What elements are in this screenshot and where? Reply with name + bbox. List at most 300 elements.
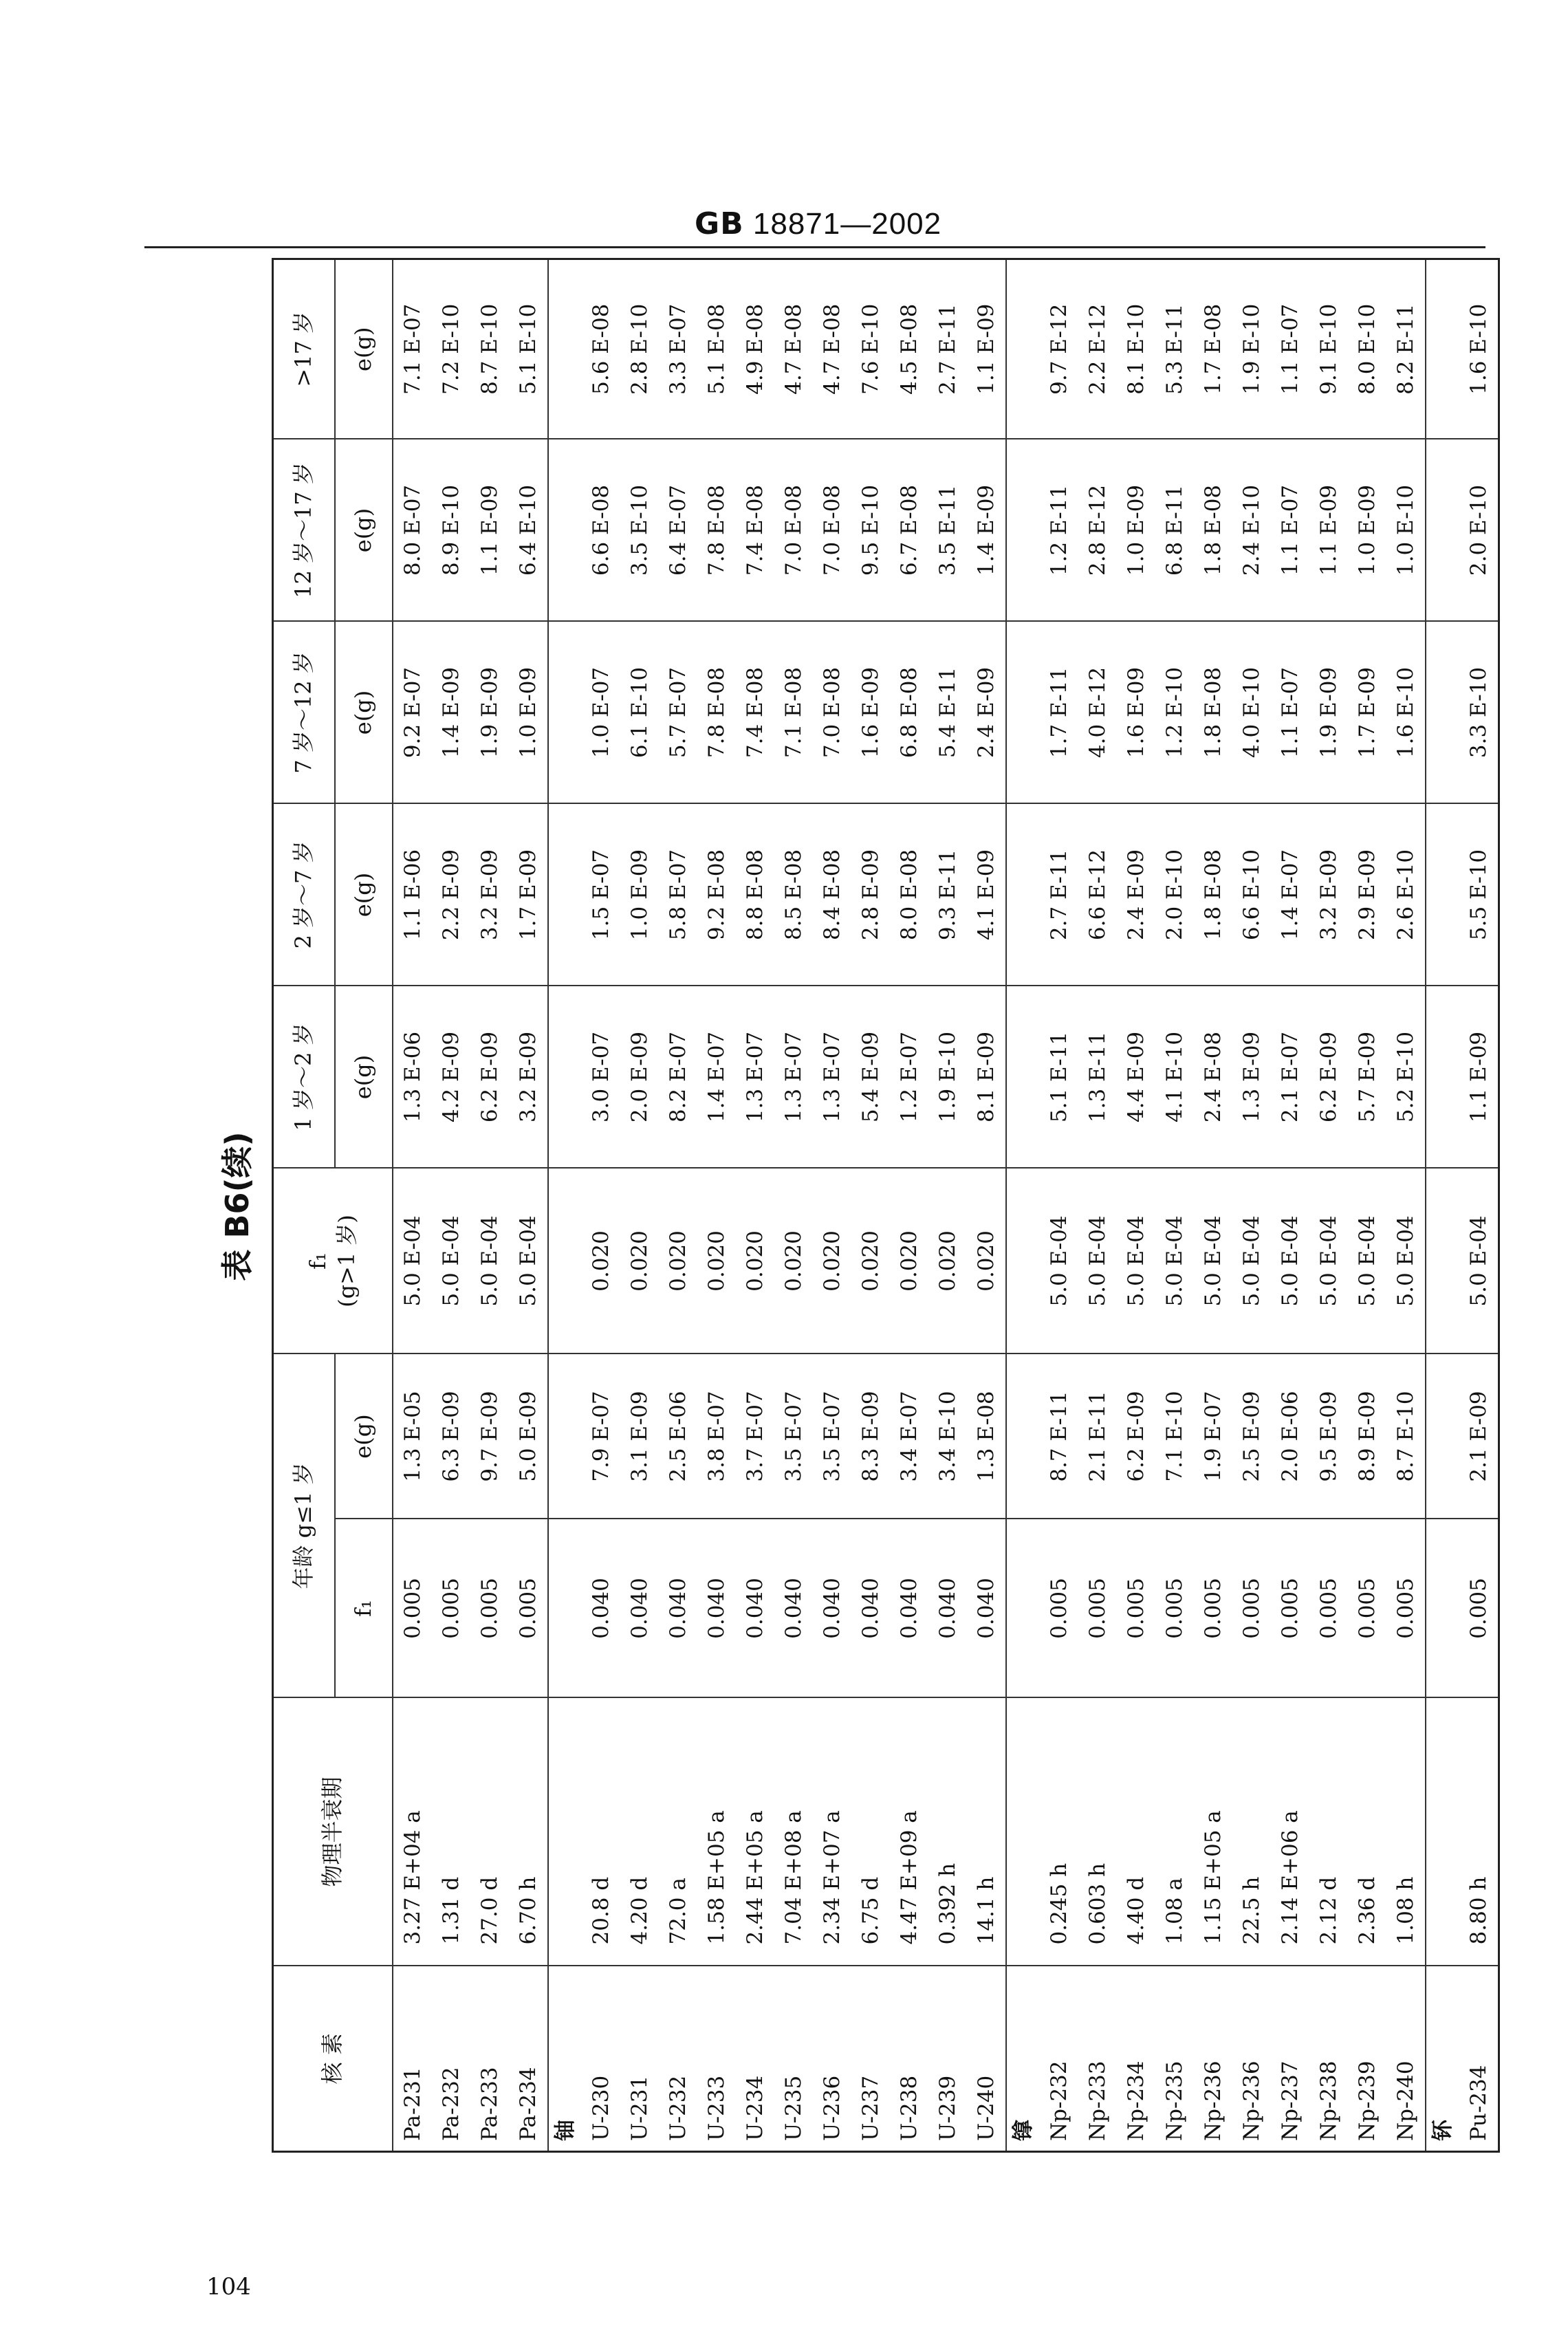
- cell-e-17: 4.5 E-08: [890, 259, 928, 439]
- table-row: [774, 259, 813, 2151]
- cell-e-17: 1.1 E-09: [967, 259, 1006, 439]
- cell-e-12-17: 3.5 E-11: [928, 439, 967, 621]
- cell-e-1-2: 1.9 E-10: [928, 986, 967, 1168]
- cell-e-2-7: 1.1 E-06: [393, 803, 432, 986]
- cell-f1: 0.005: [470, 1519, 509, 1698]
- cell-e-1-2: 5.7 E-09: [1348, 986, 1386, 1168]
- cell-half-life: 2.44 E+05 a: [736, 1698, 774, 1966]
- cell-half-life: 4.20 d: [620, 1698, 659, 1966]
- cell-e-7-12: 1.0 E-09: [509, 621, 548, 803]
- cell-e-infant: 8.7 E-11: [1040, 1354, 1078, 1519]
- cell-f1: 0.005: [1117, 1519, 1155, 1698]
- cell-e-12-17: 1.1 E-09: [470, 439, 509, 621]
- cell-f1: 0.005: [1271, 1519, 1309, 1698]
- header-age-17: >17 岁: [273, 259, 336, 439]
- cell-e-1-2: 8.2 E-07: [659, 986, 697, 1168]
- cell-f1-over: 0.020: [967, 1168, 1006, 1354]
- cell-nuclide: Np-238: [1309, 1966, 1348, 2152]
- cell-f1-over: 0.020: [620, 1168, 659, 1354]
- cell-half-life: 0.245 h: [1040, 1698, 1078, 1966]
- cell-e-1-2: 3.0 E-07: [582, 986, 620, 1168]
- cell-e-17: 9.1 E-10: [1309, 259, 1348, 439]
- table-row: [813, 259, 851, 2151]
- cell-f1-over: 5.0 E-04: [1386, 1168, 1426, 1354]
- cell-e-12-17: 7.4 E-08: [736, 439, 774, 621]
- cell-e-17: 8.0 E-10: [1348, 259, 1386, 439]
- cell-f1: 0.040: [697, 1519, 736, 1698]
- cell-e-12-17: 1.8 E-08: [1194, 439, 1232, 621]
- cell-e-17: 5.1 E-10: [509, 259, 548, 439]
- table-row: [1155, 259, 1194, 2151]
- cell-e-2-7: 2.6 E-10: [1386, 803, 1426, 986]
- header-eg-1-2: e(g): [335, 986, 393, 1168]
- cell-nuclide: Np-239: [1348, 1966, 1386, 2152]
- cell-e-infant: 2.1 E-11: [1078, 1354, 1117, 1519]
- cell-e-17: 4.7 E-08: [774, 259, 813, 439]
- cell-e-7-12: 5.7 E-07: [659, 621, 697, 803]
- cell-f1-over: 5.0 E-04: [1155, 1168, 1194, 1354]
- cell-half-life: 6.75 d: [851, 1698, 890, 1966]
- cell-nuclide: U-237: [851, 1966, 890, 2152]
- cell-nuclide: Np-233: [1078, 1966, 1117, 2152]
- cell-f1: 0.005: [1040, 1519, 1078, 1698]
- cell-half-life: 2.14 E+06 a: [1271, 1698, 1309, 1966]
- group-spacer-cell: [548, 621, 582, 803]
- cell-e-12-17: 2.8 E-12: [1078, 439, 1117, 621]
- cell-e-12-17: 6.6 E-08: [582, 439, 620, 621]
- cell-e-2-7: 2.7 E-11: [1040, 803, 1078, 986]
- cell-f1: 0.040: [851, 1519, 890, 1698]
- cell-nuclide: Np-232: [1040, 1966, 1078, 2152]
- cell-e-1-2: 1.3 E-07: [813, 986, 851, 1168]
- cell-e-17: 7.6 E-10: [851, 259, 890, 439]
- cell-e-12-17: 6.4 E-10: [509, 439, 548, 621]
- cell-e-12-17: 1.0 E-09: [1348, 439, 1386, 621]
- cell-f1-over: 5.0 E-04: [432, 1168, 470, 1354]
- cell-e-7-12: 4.0 E-12: [1078, 621, 1117, 803]
- group-spacer-cell: [1426, 439, 1459, 621]
- cell-half-life: 4.40 d: [1117, 1698, 1155, 1966]
- cell-e-1-2: 1.3 E-07: [736, 986, 774, 1168]
- cell-f1-over: 5.0 E-04: [1459, 1168, 1499, 1354]
- table-row: [736, 259, 774, 2151]
- cell-half-life: 2.36 d: [1348, 1698, 1386, 1966]
- table-row: [890, 259, 928, 2151]
- standard-code-rest: 18871—2002: [743, 207, 942, 241]
- cell-f1-over: 0.020: [813, 1168, 851, 1354]
- cell-e-2-7: 1.5 E-07: [582, 803, 620, 986]
- cell-e-12-17: 8.9 E-10: [432, 439, 470, 621]
- cell-f1: 0.005: [1194, 1519, 1232, 1698]
- cell-e-7-12: 2.4 E-09: [967, 621, 1006, 803]
- cell-f1-over: 5.0 E-04: [1232, 1168, 1271, 1354]
- group-spacer-cell: [548, 439, 582, 621]
- table-row: [659, 259, 697, 2151]
- cell-f1: 0.040: [774, 1519, 813, 1698]
- cell-e-infant: 3.4 E-10: [928, 1354, 967, 1519]
- cell-half-life: 8.80 h: [1459, 1698, 1499, 1966]
- group-spacer-cell: [1006, 1698, 1040, 1966]
- group-spacer-cell: [548, 1519, 582, 1698]
- cell-e-infant: 1.3 E-08: [967, 1354, 1006, 1519]
- cell-f1: 0.040: [582, 1519, 620, 1698]
- group-spacer-cell: [548, 1168, 582, 1354]
- group-spacer-cell: [548, 1354, 582, 1519]
- cell-nuclide: Np-234: [1117, 1966, 1155, 2152]
- group-spacer-cell: [1426, 259, 1459, 439]
- cell-e-17: 4.7 E-08: [813, 259, 851, 439]
- group-spacer-cell: [548, 986, 582, 1168]
- cell-e-7-12: 7.0 E-08: [813, 621, 851, 803]
- cell-e-7-12: 6.1 E-10: [620, 621, 659, 803]
- table-row: [967, 259, 1006, 2151]
- cell-e-infant: 7.1 E-10: [1155, 1354, 1194, 1519]
- cell-f1: 0.005: [1459, 1519, 1499, 1698]
- cell-e-2-7: 1.0 E-09: [620, 803, 659, 986]
- cell-e-2-7: 6.6 E-10: [1232, 803, 1271, 986]
- cell-e-12-17: 1.4 E-09: [967, 439, 1006, 621]
- cell-e-1-2: 8.1 E-09: [967, 986, 1006, 1168]
- cell-f1-over: 0.020: [890, 1168, 928, 1354]
- group-spacer-cell: [548, 1698, 582, 1966]
- cell-e-17: 3.3 E-07: [659, 259, 697, 439]
- cell-f1: 0.040: [967, 1519, 1006, 1698]
- cell-f1: 0.005: [1155, 1519, 1194, 1698]
- cell-e-17: 8.2 E-11: [1386, 259, 1426, 439]
- header-half-life: 物理半衰期: [273, 1698, 393, 1966]
- cell-e-2-7: 1.7 E-09: [509, 803, 548, 986]
- cell-e-12-17: 7.8 E-08: [697, 439, 736, 621]
- cell-e-2-7: 6.6 E-12: [1078, 803, 1117, 986]
- cell-f1: 0.005: [393, 1519, 432, 1698]
- cell-e-12-17: 1.1 E-07: [1271, 439, 1309, 621]
- cell-e-1-2: 1.3 E-07: [774, 986, 813, 1168]
- cell-e-1-2: 5.4 E-09: [851, 986, 890, 1168]
- group-spacer-cell: [548, 259, 582, 439]
- cell-e-infant: 2.5 E-06: [659, 1354, 697, 1519]
- cell-e-17: 7.1 E-07: [393, 259, 432, 439]
- cell-e-2-7: 2.2 E-09: [432, 803, 470, 986]
- cell-e-7-12: 3.3 E-10: [1459, 621, 1499, 803]
- cell-e-2-7: 8.8 E-08: [736, 803, 774, 986]
- cell-half-life: 3.27 E+04 a: [393, 1698, 432, 1966]
- cell-half-life: 2.34 E+07 a: [813, 1698, 851, 1966]
- cell-f1-over: 5.0 E-04: [1078, 1168, 1117, 1354]
- header-f1-over-label: f₁: [305, 1252, 331, 1270]
- cell-e-1-2: 1.1 E-09: [1459, 986, 1499, 1168]
- cell-nuclide: Pu-234: [1459, 1966, 1499, 2152]
- group-spacer-cell: [1006, 621, 1040, 803]
- cell-e-1-2: 6.2 E-09: [1309, 986, 1348, 1168]
- header-f1-over-sub: (g>1 岁): [334, 1215, 360, 1307]
- table-row: [393, 259, 432, 2151]
- cell-e-17: 9.7 E-12: [1040, 259, 1078, 439]
- group-spacer-cell: [1426, 1698, 1459, 1966]
- table-row: [1040, 259, 1078, 2151]
- cell-f1-over: 0.020: [582, 1168, 620, 1354]
- cell-nuclide: Pa-231: [393, 1966, 432, 2152]
- group-spacer-cell: [1006, 1519, 1040, 1698]
- cell-e-infant: 2.5 E-09: [1232, 1354, 1271, 1519]
- cell-e-7-12: 1.6 E-09: [851, 621, 890, 803]
- cell-e-infant: 3.7 E-07: [736, 1354, 774, 1519]
- header-eg-17: e(g): [335, 259, 393, 439]
- cell-e-7-12: 7.8 E-08: [697, 621, 736, 803]
- header-f1-over-1y: [273, 1168, 393, 1354]
- cell-e-2-7: 8.4 E-08: [813, 803, 851, 986]
- group-row: [548, 259, 582, 2151]
- cell-e-7-12: 1.6 E-10: [1386, 621, 1426, 803]
- cell-e-infant: 6.3 E-09: [432, 1354, 470, 1519]
- cell-e-7-12: 4.0 E-10: [1232, 621, 1271, 803]
- table-row: [1232, 259, 1271, 2151]
- group-spacer-cell: [1006, 986, 1040, 1168]
- cell-f1: 0.005: [1348, 1519, 1386, 1698]
- cell-e-infant: 3.8 E-07: [697, 1354, 736, 1519]
- cell-half-life: 22.5 h: [1232, 1698, 1271, 1966]
- cell-half-life: 1.08 h: [1386, 1698, 1426, 1966]
- table-row: [1117, 259, 1155, 2151]
- cell-nuclide: Pa-232: [432, 1966, 470, 2152]
- cell-e-2-7: 8.0 E-08: [890, 803, 928, 986]
- cell-e-12-17: 7.0 E-08: [774, 439, 813, 621]
- cell-e-17: 8.1 E-10: [1117, 259, 1155, 439]
- cell-nuclide: U-236: [813, 1966, 851, 2152]
- cell-e-12-17: 3.5 E-10: [620, 439, 659, 621]
- table-row: [432, 259, 470, 2151]
- cell-nuclide: U-231: [620, 1966, 659, 2152]
- cell-e-17: 1.1 E-07: [1271, 259, 1309, 439]
- cell-e-1-2: 5.1 E-11: [1040, 986, 1078, 1168]
- cell-e-17: 2.2 E-12: [1078, 259, 1117, 439]
- cell-e-2-7: 9.3 E-11: [928, 803, 967, 986]
- header-nuclide: 核 素: [273, 1966, 393, 2152]
- cell-e-17: 1.6 E-10: [1459, 259, 1499, 439]
- table-row: [1348, 259, 1386, 2151]
- cell-half-life: 0.603 h: [1078, 1698, 1117, 1966]
- cell-e-1-2: 1.3 E-06: [393, 986, 432, 1168]
- cell-e-2-7: 2.9 E-09: [1348, 803, 1386, 986]
- table-row: [1271, 259, 1309, 2151]
- group-label: 铀: [548, 1966, 582, 2152]
- header-eg-2-7: e(g): [335, 803, 393, 986]
- cell-e-7-12: 1.9 E-09: [470, 621, 509, 803]
- cell-e-17: 8.7 E-10: [470, 259, 509, 439]
- cell-half-life: 6.70 h: [509, 1698, 548, 1966]
- cell-nuclide: Np-236: [1232, 1966, 1271, 2152]
- page-number: 104: [206, 2273, 251, 2301]
- cell-nuclide: Np-236: [1194, 1966, 1232, 2152]
- cell-e-17: 2.7 E-11: [928, 259, 967, 439]
- table-caption: 表 B6(续): [219, 1131, 256, 1281]
- cell-nuclide: Np-237: [1271, 1966, 1309, 2152]
- cell-nuclide: Np-235: [1155, 1966, 1194, 2152]
- group-label: 镎: [1006, 1966, 1040, 2152]
- cell-f1: 0.040: [928, 1519, 967, 1698]
- group-spacer-cell: [1006, 803, 1040, 986]
- table-row: [851, 259, 890, 2151]
- cell-f1: 0.040: [659, 1519, 697, 1698]
- cell-e-infant: 2.0 E-06: [1271, 1354, 1309, 1519]
- header-rule: [144, 246, 1485, 248]
- dose-coefficient-table: [272, 258, 1500, 2153]
- header-eg-infant: e(g): [335, 1354, 393, 1519]
- table-row: [1386, 259, 1426, 2151]
- cell-e-12-17: 8.0 E-07: [393, 439, 432, 621]
- cell-nuclide: U-230: [582, 1966, 620, 2152]
- cell-f1: 0.040: [890, 1519, 928, 1698]
- cell-e-infant: 8.7 E-10: [1386, 1354, 1426, 1519]
- table-row: [1459, 259, 1499, 2151]
- cell-e-infant: 8.3 E-09: [851, 1354, 890, 1519]
- cell-half-life: 1.15 E+05 a: [1194, 1698, 1232, 1966]
- cell-e-17: 2.8 E-10: [620, 259, 659, 439]
- cell-half-life: 20.8 d: [582, 1698, 620, 1966]
- cell-e-2-7: 4.1 E-09: [967, 803, 1006, 986]
- cell-e-2-7: 3.2 E-09: [1309, 803, 1348, 986]
- cell-nuclide: U-234: [736, 1966, 774, 2152]
- cell-e-12-17: 6.8 E-11: [1155, 439, 1194, 621]
- cell-half-life: 7.04 E+08 a: [774, 1698, 813, 1966]
- cell-e-17: 7.2 E-10: [432, 259, 470, 439]
- cell-e-12-17: 7.0 E-08: [813, 439, 851, 621]
- cell-e-1-2: 3.2 E-09: [509, 986, 548, 1168]
- group-spacer-cell: [1426, 1168, 1459, 1354]
- cell-f1-over: 5.0 E-04: [470, 1168, 509, 1354]
- cell-e-1-2: 4.4 E-09: [1117, 986, 1155, 1168]
- cell-nuclide: U-235: [774, 1966, 813, 2152]
- group-spacer-cell: [1426, 803, 1459, 986]
- group-spacer-cell: [1006, 439, 1040, 621]
- cell-f1-over: 5.0 E-04: [393, 1168, 432, 1354]
- header-age-infant: 年龄 g≤1 岁: [273, 1354, 336, 1697]
- cell-e-1-2: 5.2 E-10: [1386, 986, 1426, 1168]
- table-row: [470, 259, 509, 2151]
- header-age-12-17: 12 岁～17 岁: [273, 439, 336, 621]
- cell-e-17: 5.3 E-11: [1155, 259, 1194, 439]
- cell-nuclide: U-239: [928, 1966, 967, 2152]
- cell-e-7-12: 1.2 E-10: [1155, 621, 1194, 803]
- group-spacer-cell: [1006, 1354, 1040, 1519]
- cell-f1-over: 5.0 E-04: [1348, 1168, 1386, 1354]
- cell-e-12-17: 1.1 E-09: [1309, 439, 1348, 621]
- cell-half-life: 14.1 h: [967, 1698, 1006, 1966]
- cell-e-infant: 1.3 E-05: [393, 1354, 432, 1519]
- cell-half-life: 27.0 d: [470, 1698, 509, 1966]
- cell-f1-over: 5.0 E-04: [1117, 1168, 1155, 1354]
- table-row: [582, 259, 620, 2151]
- standard-code-bold: GB: [695, 206, 744, 241]
- cell-e-infant: 2.1 E-09: [1459, 1354, 1499, 1519]
- cell-f1: 0.005: [1078, 1519, 1117, 1698]
- cell-f1: 0.040: [813, 1519, 851, 1698]
- cell-e-2-7: 2.4 E-09: [1117, 803, 1155, 986]
- cell-f1: 0.040: [736, 1519, 774, 1698]
- header-eg-7-12: e(g): [335, 621, 393, 803]
- cell-half-life: 72.0 a: [659, 1698, 697, 1966]
- cell-e-1-2: 2.0 E-09: [620, 986, 659, 1168]
- cell-f1: 0.005: [1232, 1519, 1271, 1698]
- cell-nuclide: Np-240: [1386, 1966, 1426, 2152]
- cell-nuclide: Pa-234: [509, 1966, 548, 2152]
- cell-e-1-2: 4.2 E-09: [432, 986, 470, 1168]
- cell-nuclide: U-240: [967, 1966, 1006, 2152]
- cell-e-7-12: 1.6 E-09: [1117, 621, 1155, 803]
- cell-e-12-17: 6.4 E-07: [659, 439, 697, 621]
- group-spacer-cell: [1426, 986, 1459, 1168]
- cell-e-infant: 3.5 E-07: [813, 1354, 851, 1519]
- cell-e-7-12: 6.8 E-08: [890, 621, 928, 803]
- cell-e-infant: 3.1 E-09: [620, 1354, 659, 1519]
- cell-e-2-7: 2.0 E-10: [1155, 803, 1194, 986]
- cell-e-12-17: 2.4 E-10: [1232, 439, 1271, 621]
- cell-e-infant: 7.9 E-07: [582, 1354, 620, 1519]
- cell-e-17: 5.6 E-08: [582, 259, 620, 439]
- cell-e-infant: 3.4 E-07: [890, 1354, 928, 1519]
- cell-e-17: 5.1 E-08: [697, 259, 736, 439]
- group-row: [1426, 259, 1459, 2151]
- table-row: [509, 259, 548, 2151]
- cell-e-2-7: 5.5 E-10: [1459, 803, 1499, 986]
- cell-nuclide: U-238: [890, 1966, 928, 2152]
- cell-e-2-7: 3.2 E-09: [470, 803, 509, 986]
- cell-e-2-7: 9.2 E-08: [697, 803, 736, 986]
- cell-e-1-2: 4.1 E-10: [1155, 986, 1194, 1168]
- cell-e-7-12: 1.1 E-07: [1271, 621, 1309, 803]
- table-row: [697, 259, 736, 2151]
- cell-f1-over: 0.020: [736, 1168, 774, 1354]
- cell-f1-over: 5.0 E-04: [509, 1168, 548, 1354]
- cell-half-life: 4.47 E+09 a: [890, 1698, 928, 1966]
- cell-e-17: 1.9 E-10: [1232, 259, 1271, 439]
- group-spacer-cell: [1426, 621, 1459, 803]
- cell-e-infant: 3.5 E-07: [774, 1354, 813, 1519]
- table-row: [1309, 259, 1348, 2151]
- cell-e-7-12: 1.9 E-09: [1309, 621, 1348, 803]
- cell-e-7-12: 1.8 E-08: [1194, 621, 1232, 803]
- group-label: 钚: [1426, 1966, 1459, 2152]
- cell-e-1-2: 1.2 E-07: [890, 986, 928, 1168]
- cell-e-7-12: 1.0 E-07: [582, 621, 620, 803]
- table-body: [393, 259, 1499, 2151]
- cell-half-life: 1.31 d: [432, 1698, 470, 1966]
- table-row: [928, 259, 967, 2151]
- header-age-1-2: 1 岁～2 岁: [273, 986, 336, 1168]
- cell-e-2-7: 1.8 E-08: [1194, 803, 1232, 986]
- cell-e-2-7: 1.4 E-07: [1271, 803, 1309, 986]
- group-spacer-cell: [1006, 1168, 1040, 1354]
- cell-e-infant: 8.9 E-09: [1348, 1354, 1386, 1519]
- cell-e-1-2: 1.4 E-07: [697, 986, 736, 1168]
- cell-f1-over: 0.020: [659, 1168, 697, 1354]
- header-age-7-12: 7 岁～12 岁: [273, 621, 336, 803]
- cell-e-7-12: 1.4 E-09: [432, 621, 470, 803]
- cell-e-12-17: 9.5 E-10: [851, 439, 890, 621]
- table-row: [620, 259, 659, 2151]
- cell-e-12-17: 1.0 E-09: [1117, 439, 1155, 621]
- cell-e-infant: 5.0 E-09: [509, 1354, 548, 1519]
- cell-e-infant: 9.7 E-09: [470, 1354, 509, 1519]
- cell-e-infant: 6.2 E-09: [1117, 1354, 1155, 1519]
- cell-e-1-2: 2.4 E-08: [1194, 986, 1232, 1168]
- cell-f1-over: 0.020: [697, 1168, 736, 1354]
- cell-e-infant: 1.9 E-07: [1194, 1354, 1232, 1519]
- cell-e-7-12: 1.7 E-09: [1348, 621, 1386, 803]
- group-row: [1006, 259, 1040, 2151]
- cell-f1-over: 0.020: [851, 1168, 890, 1354]
- group-spacer-cell: [1426, 1354, 1459, 1519]
- cell-e-1-2: 1.3 E-09: [1232, 986, 1271, 1168]
